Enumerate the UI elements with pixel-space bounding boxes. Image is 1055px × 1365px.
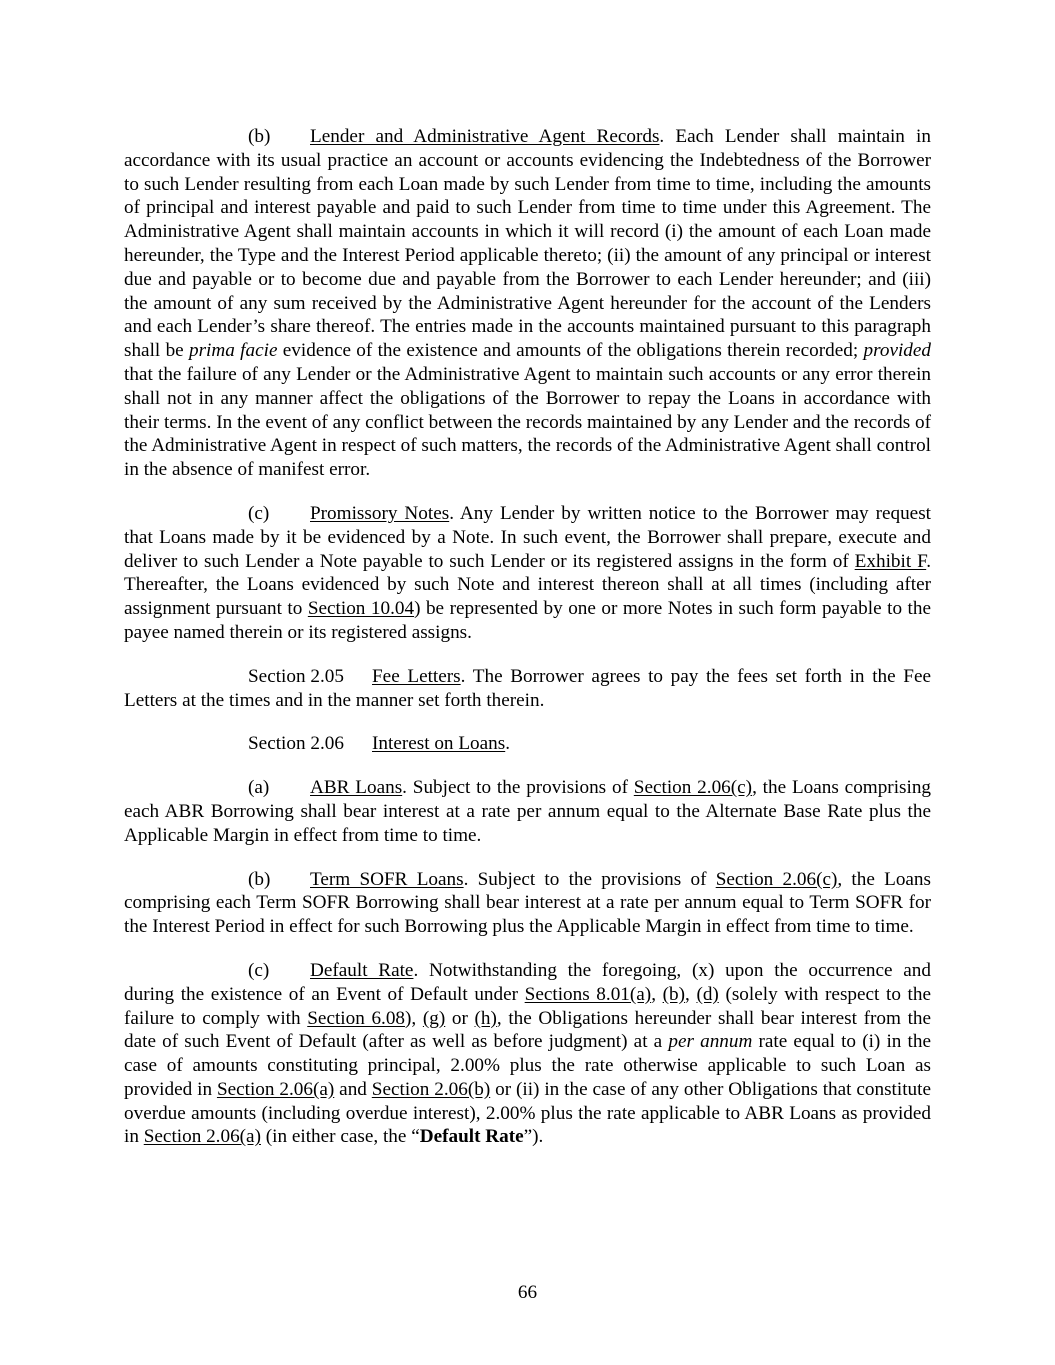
paragraph-text: ”). <box>523 1126 544 1148</box>
paragraph-text: ) be represented by one or more Notes in such form payable to the payee named therein or its registered assigns. <box>124 598 931 643</box>
italic-term: provided <box>863 340 931 362</box>
paragraph-heading: Term SOFR Loans <box>310 868 464 890</box>
paragraph-text: (in either case, the “ <box>260 1126 420 1148</box>
cross-reference: Exhibit F <box>854 550 927 572</box>
item-label: (c) <box>248 502 270 524</box>
paragraph-lender-records <box>124 125 931 482</box>
paragraph-text: . Thereafter, the Loans evidenced by such Note and interest thereon shall at all times (including after assignment pursuant to <box>124 550 931 620</box>
paragraph-promissory-notes <box>124 502 931 645</box>
paragraph-text: , the Obligations hereunder shall bear interest from the date of such Event of Default (after as well as before judgment) at a <box>124 1007 932 1053</box>
section-2-06 <box>124 732 931 756</box>
section-number: Section 2.06 <box>248 733 344 755</box>
item-label: (a) <box>248 777 270 799</box>
paragraph-text: , <box>651 983 663 1005</box>
paragraph-text: . Subject to the provisions of <box>463 868 716 890</box>
paragraph-text: . The Borrower agrees to pay the fees set forth in the Fee Letters at the times and in the manner set forth therein. <box>124 665 931 711</box>
defined-term: Default Rate <box>419 1126 524 1148</box>
section-heading: Interest on Loans <box>372 733 506 755</box>
section-number: Section 2.05 <box>248 665 344 687</box>
cross-reference: (g) <box>422 1007 446 1029</box>
item-label: (c) <box>248 959 270 981</box>
cross-reference: (b) <box>662 983 685 1005</box>
cross-reference: Section 2.06(b) <box>371 1078 491 1100</box>
paragraph-default-rate <box>124 959 931 1149</box>
paragraph-text: . Subject to the provisions of <box>402 777 634 799</box>
cross-reference: Section 10.04 <box>307 598 415 620</box>
paragraph-text: , <box>685 983 697 1005</box>
paragraph-text: rate equal to (i) in the case of amounts constituting principal, 2.00% plus the rate otherwise applicable to such Loan as provided in <box>124 1031 931 1100</box>
item-label: (b) <box>248 126 271 147</box>
cross-reference: Section 6.08 <box>307 1007 406 1029</box>
paragraph-text: ), <box>405 1007 423 1029</box>
paragraph-heading: Promissory Notes <box>310 502 450 524</box>
italic-term: per annum <box>668 1031 753 1053</box>
paragraph-text: that the failure of any Lender or the Administrative Agent to maintain such accounts or any error therein shall not in any manner affect the obligations of the Borrower to repay the Loans in accordance with their terms. In the event of any conflict between the records maintained by any Lender and the records of the Administrative Agent in respect of such matters, the records of the Administrative Agent shall control in the absence of manifest error. <box>124 363 931 481</box>
paragraph-heading: Lender and Administrative Agent Records <box>310 126 660 147</box>
cross-reference: Section 2.06(c) <box>633 777 753 799</box>
cross-reference: (h) <box>474 1007 497 1029</box>
cross-reference: Section 2.06(a) <box>216 1078 335 1100</box>
cross-reference: (d) <box>696 983 719 1005</box>
paragraph-text: , the Loans comprising each ABR Borrowing shall bear interest at a rate per annum equal to the Alternate Base Rate plus the Applicable Margin in effect from time to time. <box>124 777 932 846</box>
paragraph-text: and <box>334 1078 372 1100</box>
document-page <box>124 125 931 1169</box>
paragraph-text: . Each Lender shall maintain in accordance with its usual practice an account or accounts evidencing the Indebtedness of the Borrower to such Lender resulting from each Loan made by such Lender from time to time, including the amounts of principal and interest payable and paid to such Lender from time to time under this Agreement. The Administrative Agent shall maintain accounts in which it will record (i) the amount of each Loan made hereunder, the Type and the Interest Period applicable thereto; (ii) the amount of any principal or interest due and payable or to become due and payable from the Borrower to each Lender hereunder; and (iii) the amount of any sum received by the Administrative Agent hereunder for the account of the Lenders and each Lender’s share thereof. The entries made in the accounts maintained pursuant to this paragraph shall be <box>124 126 931 362</box>
section-2-05 <box>124 665 931 713</box>
item-label: (b) <box>248 868 271 890</box>
paragraph-text: . Notwithstanding the foregoing, (x) upon the occurrence and during the existence of an Event of Default under <box>124 959 931 1005</box>
paragraph-text: , the Loans comprising each Term SOFR Borrowing shall bear interest at a rate per annum equal to Term SOFR for the Interest Period in effect for such Borrowing plus the Applicable Margin in effect from time to time. <box>124 868 931 938</box>
paragraph-term-sofr-loans <box>124 868 931 939</box>
paragraph-text: or (ii) in the case of any other Obligations that constitute overdue amounts (including overdue interest), 2.00% plus the rate applicable to ABR Loans as provided in <box>124 1078 931 1148</box>
cross-reference: Section 2.06(c) <box>715 868 838 890</box>
paragraph-text: evidence of the existence and amounts of the obligations therein recorded; <box>277 340 864 362</box>
paragraph-text: or <box>445 1007 475 1029</box>
italic-term: prima facie <box>189 340 278 362</box>
section-heading: Fee Letters <box>372 665 461 687</box>
paragraph-text: . <box>505 733 511 755</box>
paragraph-abr-loans <box>124 776 931 847</box>
paragraph-text: (solely with respect to the failure to comply with <box>124 983 932 1029</box>
cross-reference: Section 2.06(a) <box>143 1126 261 1148</box>
paragraph-heading: Default Rate <box>310 959 414 981</box>
cross-reference: Sections 8.01(a) <box>524 983 652 1005</box>
paragraph-heading: ABR Loans <box>310 777 403 799</box>
paragraph-text: . Any Lender by written notice to the Borrower may request that Loans made by it be evidenced by a Note. In such event, the Borrower shall prepare, execute and deliver to such Lender a Note payable to such Lender or its registered assigns in the form of <box>124 502 931 572</box>
page-number: 66 <box>517 1282 538 1303</box>
